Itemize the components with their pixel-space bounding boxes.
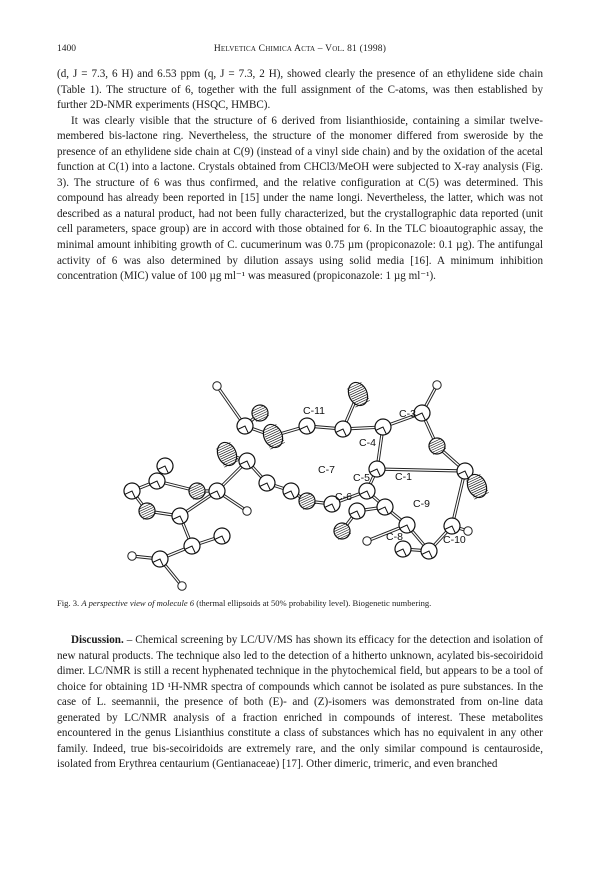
atom-ellipsoid	[169, 505, 190, 526]
atom-ellipsoid	[296, 490, 317, 511]
discussion-text: – Chemical screening by LC/UV/MS has shown its efficacy for the detection and isolation of new natural products. The technique also led to the detection of a hitherto unknown, acylated bis-secoiridoid dimer. LC/NMR is still a recent hyphenated technique in the phytochemical field, but appears to be a tool of choice for obtaining 1D ¹H-NMR spectra of compounds which cannot be isolated as pure substances. In the case of L. seemannii, the presence of both (E)- and (Z)-isomers was demonstrated from on-line data generated by LC/NMR analysis of a fraction enriched in compounds of interest. These metabolites encountered in the genus Lisianthius constitute a class of substances which has no equivalent in any other family. Indeed, true bis-secoiridoids are extremely rare, and the only similar compound is centauroside, isolated from Erythrea centaurium (Gentianaceae) [17]. Other dimeric, trimeric, and even branched	[57, 634, 543, 771]
caption-label: Fig. 3.	[57, 598, 80, 608]
running-header	[57, 44, 543, 58]
atom-ellipsoid	[178, 582, 186, 590]
text-block-top	[57, 67, 543, 285]
atom-ellipsoid	[181, 535, 202, 556]
atom-ellipsoid	[332, 418, 353, 439]
atom-ellipsoid	[433, 381, 441, 389]
atom-label-c-11: C-11	[303, 405, 325, 417]
figure-ortep	[107, 351, 507, 591]
atom-ellipsoid	[214, 439, 240, 468]
text-block-discussion	[57, 633, 543, 773]
atom-ellipsoid	[363, 537, 371, 545]
caption-rest: (thermal ellipsoids at 50% probability level). Biogenetic numbering.	[194, 598, 432, 608]
atom-ellipsoid	[243, 507, 251, 515]
journal-title: Helvetica Chimica Acta – Vol. 81 (1998)	[213, 44, 387, 54]
atom-label-c-4: C-4	[359, 437, 376, 449]
atom-label-c-6: C-6	[335, 491, 352, 503]
atom-ellipsoid	[213, 382, 221, 390]
atom-ellipsoid	[345, 379, 371, 408]
page-number: 1400	[57, 44, 76, 54]
atom-ellipsoid	[280, 480, 301, 501]
atom-ellipsoid	[211, 525, 232, 546]
discussion-heading: Discussion.	[71, 634, 124, 646]
atom-label-c-1: C-1	[395, 471, 412, 483]
atom-ellipsoid	[260, 421, 286, 450]
atom-label-c-7: C-7	[318, 464, 335, 476]
paragraph-structure: It was clearly visible that the structure of 6 derived from lisianthioside, containing a similar twelve-membered bis-lactone ring. Nevertheless, the structure of the monomer differed from sweroside by the presence of an ethylidene side chain at C(9) (instead of a vinyl side chain) and by the oxidation of the acetal function at C(1) into a lactone. Crystals obtained from CHCl3/MeOH were subjected to X-ray analysis (Fig. 3). The structure of 6 was thus confirmed, and the relative configuration at C(5) was determined. This compound has already been reported in [15] under the name longi. Nevertheless, the latter, which was not described as a natural product, had not been fully characterized, but the crystallographic data reported (unit cell parameters, space group) are in accord with those obtained for 6. In the TLC bioautographic assay, the minimal amount inhibiting growth of C. cucumerinum was 0.75 µm (propiconazole: 0.1 µg). The antifungal activity of 6 was also determined by dilution assays using solid media [16]. A minimum inhibition concentration (MIC) value of 100 µg ml⁻¹ was measured (propiconazole: 1 µg ml⁻¹).	[57, 114, 543, 283]
figure-caption	[57, 598, 543, 609]
atom-ellipsoid	[296, 415, 317, 436]
atom-label-c-8: C-8	[386, 531, 403, 543]
paragraph-discussion	[57, 633, 543, 773]
atom-ellipsoid	[372, 416, 393, 437]
molecule-drawing	[107, 351, 507, 591]
atom-label-c-5: C-5	[353, 472, 370, 484]
atom-label-c-10: C-10	[443, 534, 466, 546]
caption-italic: A perspective view of molecule 6	[81, 598, 195, 608]
atom-label-c-3: C-3	[399, 408, 416, 420]
paragraph-continuation: (d, J = 7.3, 6 H) and 6.53 ppm (q, J = 7.3, 2 H), showed clearly the presence of an ethylidene side chain (Table 1). The structure of 6, together with the full assignment of the C-atoms, was then established by further 2D-NMR experiments (HSQC, HMBC).	[57, 68, 543, 112]
atom-label-c-9: C-9	[413, 498, 430, 510]
atom-ellipsoid	[128, 552, 136, 560]
